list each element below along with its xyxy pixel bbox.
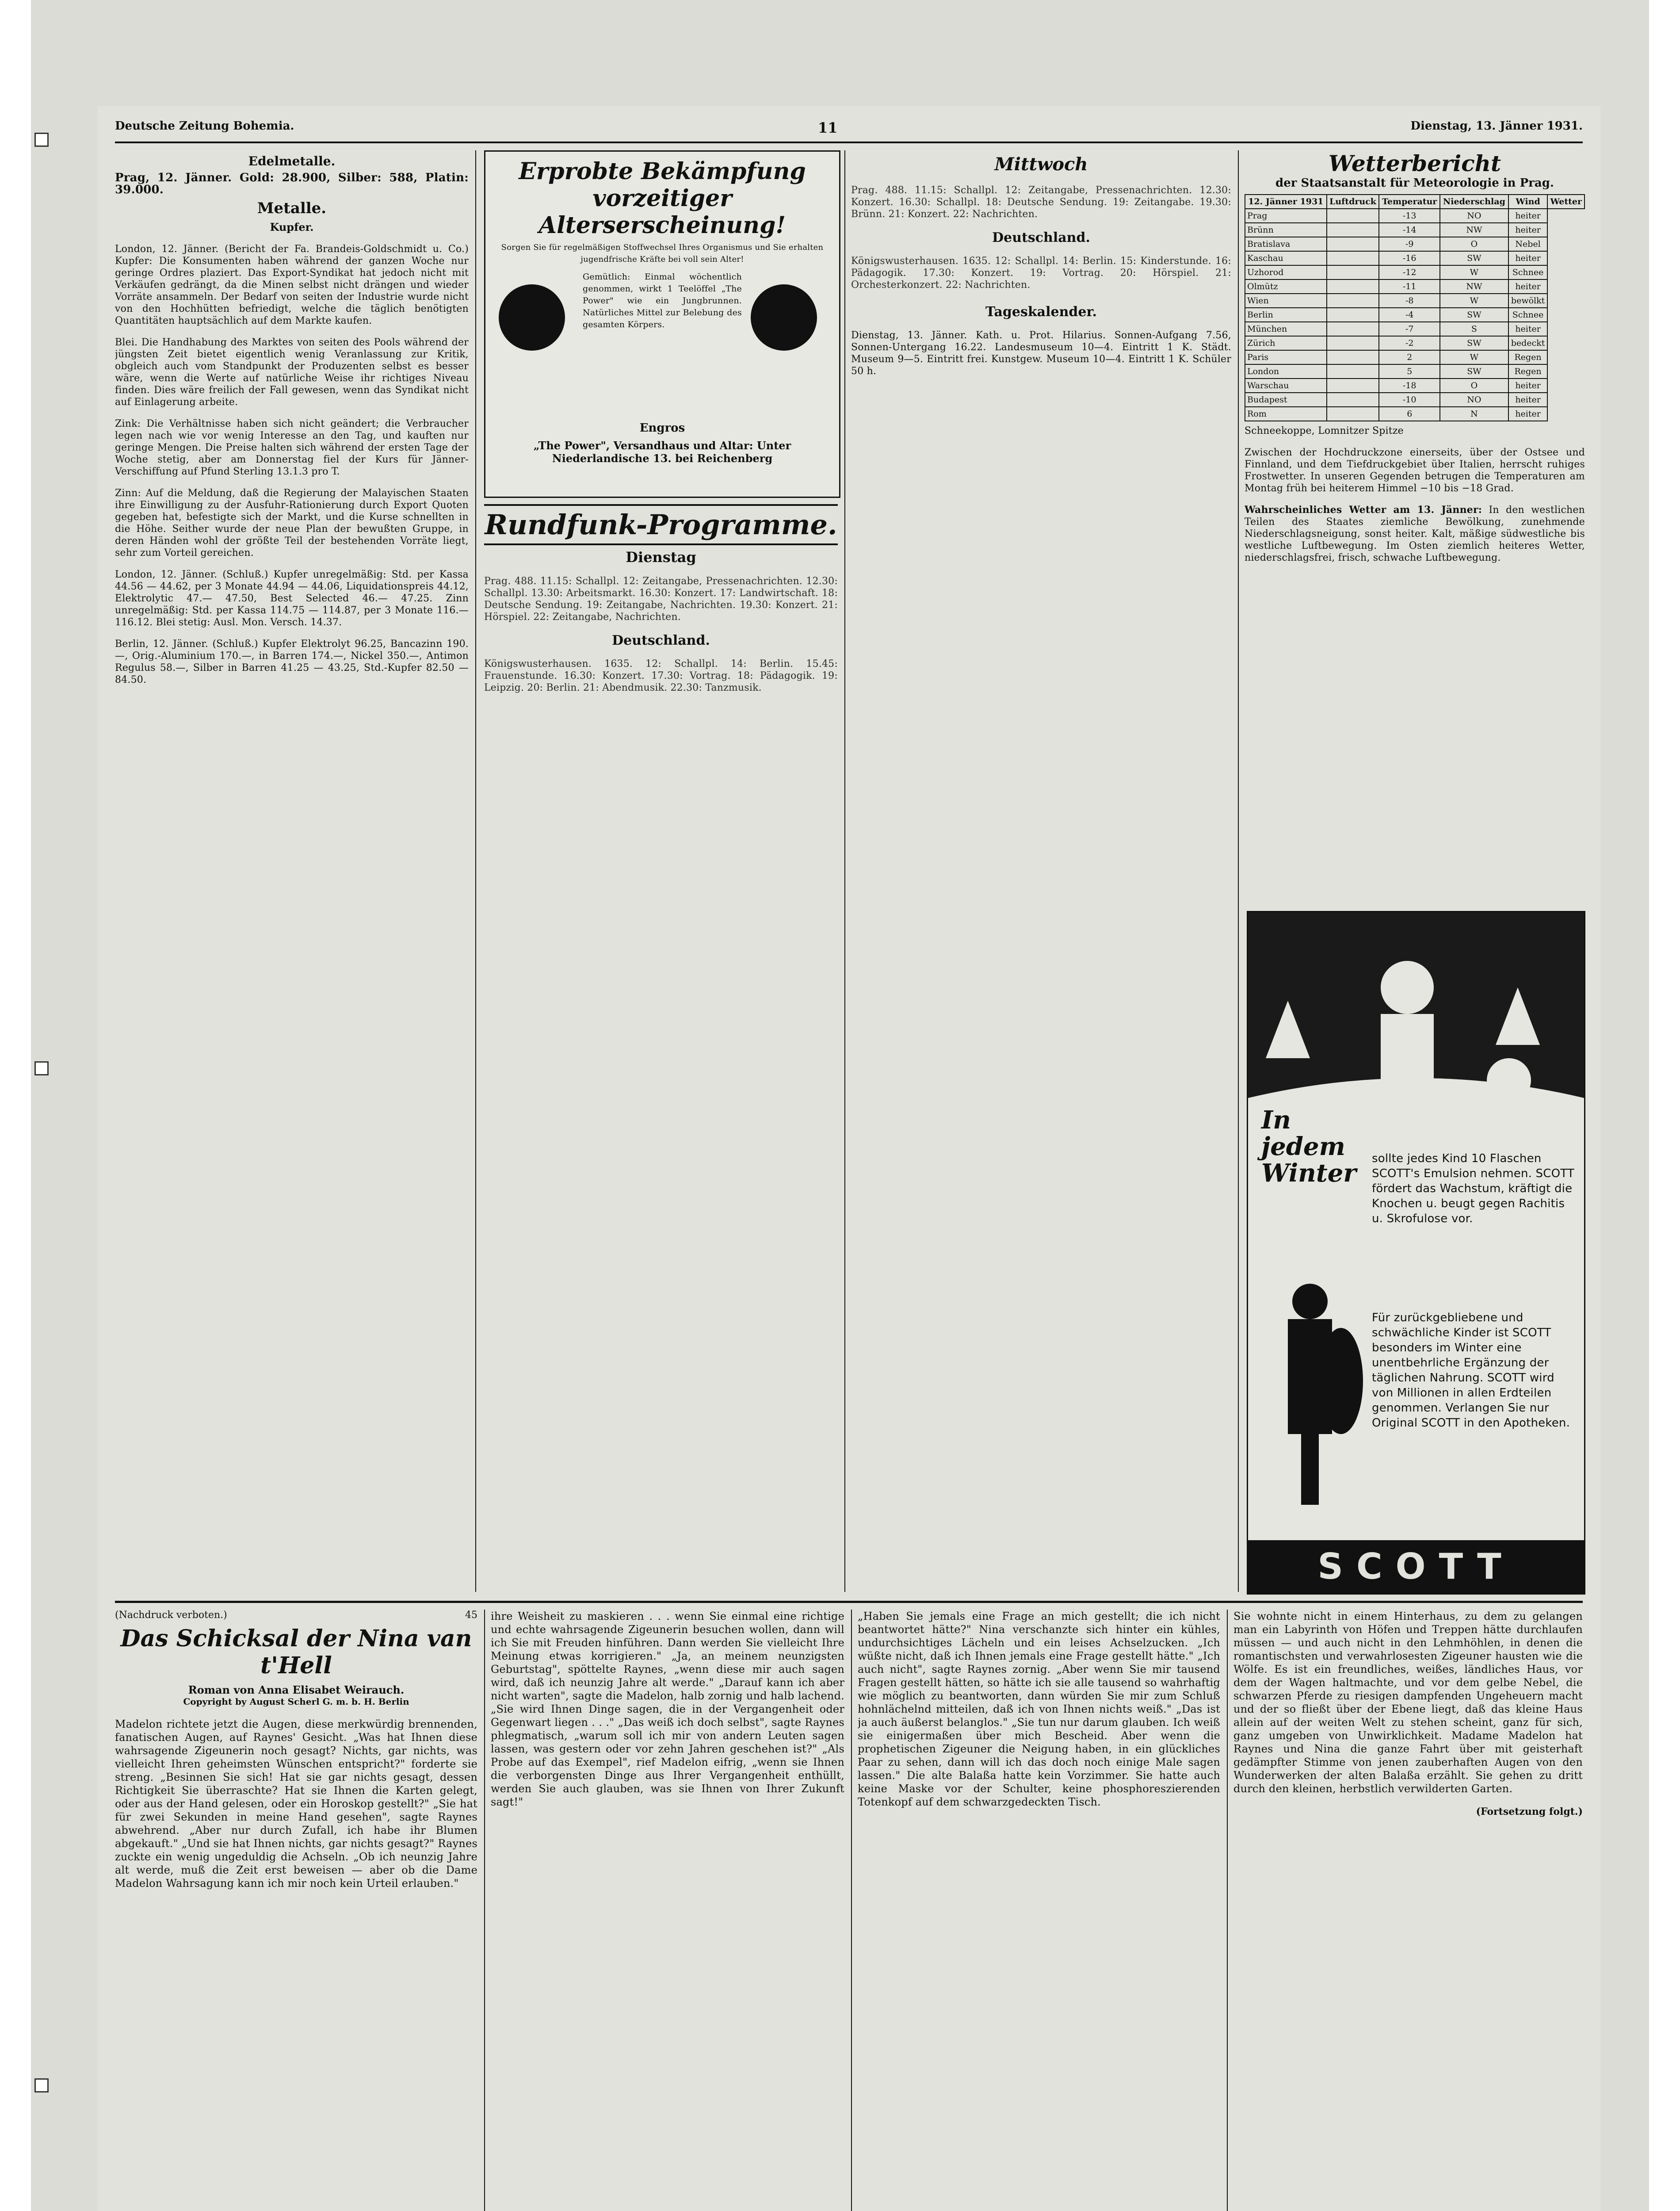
section-divider: [115, 1601, 1583, 1603]
weather-station: Brünn: [1245, 223, 1327, 237]
weather-cell: O: [1440, 237, 1508, 251]
weather-cell: Regen: [1508, 350, 1548, 364]
weather-cell: [1327, 237, 1379, 251]
radio-day-wednesday: Mittwoch: [994, 154, 1088, 175]
weather-station: Rom: [1245, 407, 1327, 421]
weather-cell: O: [1440, 379, 1508, 393]
weather-cell: 2: [1379, 350, 1440, 364]
serial-text-1: Madelon richtete jetzt die Augen, diese merkwürdig brennenden, fanatischen Augen, auf Raynes' Gesicht. „Was hat Ihnen diese wahrsagende Zigeunerin noch gesagt? Nichts, gar nichts, was vielleicht Ihren geheimsten Wünschen entspricht?" forderte sie streng. „Besinnen Sie sich! Hat sie gar nichts gesagt, dessen Richtigkeit Sie überraschte? Hat sie Ihnen die Karten gelegt, oder aus der Hand gelesen, oder ein Horoskop gestellt?" „Sie hat für zwei Sekunden in meine Hand gesehen", sagte Raynes abwehrend. „Aber nur durch Zufall, ich habe ihr Blumen abgekauft." „Und sie hat Ihnen nichts, gar nichts gesagt?" Raynes zuckte ein wenig ungeduldig die Achseln. „Ob ich neunzig Jahre alt werde, muß die Zeit erst beweisen — aber ob die Dame Madelon Wahrsagung kann ich mir noch kein Urteil erlauben.": [115, 1718, 477, 1890]
weather-row: [1245, 237, 1585, 251]
weather-cell: [1327, 294, 1379, 308]
weather-row: [1245, 279, 1585, 294]
metals-report-tin: Zinn: Auf die Meldung, daß die Regierung der Malayischen Staaten ihre Einwilligung zu der Ausfuhr-Rationierung durch Export Quoten gegeben hat, befestigte sich der Markt, und die Kurse schnellten in die Höhe. Seither wurde der neue Plan der bewußten Gruppe, in deren Händen wohl der größte Teil der bestehenden Vorräte liegt, sehr zum Vorteil gereichen.: [115, 488, 469, 558]
weather-cell: [1327, 223, 1379, 237]
weather-date: 12. Jänner 1931: [1245, 195, 1327, 209]
metals-report-copper: London, 12. Jänner. (Bericht der Fa. Brandeis-Goldschmidt u. Co.) Kupfer: Die Konsumenten haben während der ganzen Woche nur geringe Ordres plaziert. Das Export-Syndikat hat jedoch nicht mit Verkäufen gedrängt, da die Minen selbst nicht drängen und wieder Vorräte ansammeln. Der Bedarf von seiten der Industrie wurde nicht von den Hochhütten befriedigt, welche die täglich benötigten Quantitäten hauptsächlich auf dem Markte kaufen.: [115, 244, 469, 326]
serial-col-2: [491, 1610, 844, 2211]
weather-cell: -8: [1379, 294, 1440, 308]
radio-germany-listings: Königswusterhausen. 1635. 12: Schallpl. 14: Berlin. 15.45: Frauenstunde. 16.30: Konzert. 17.30: Vortrag. 18: Pädagogik. 19: Leipzig. 20: Berlin. 21: Abendmusik. 22.30: Tanzmusik.: [484, 658, 838, 693]
weather-cell: -2: [1379, 336, 1440, 350]
scott-headline: In jedem Winter: [1261, 1106, 1356, 1188]
weather-cell: [1327, 379, 1379, 393]
weather-cell: Schnee: [1508, 308, 1548, 322]
metals-berlin-close: Berlin, 12. Jänner. (Schluß.) Kupfer Elektrolyt 96.25, Bancazinn 190.—, Orig.-Aluminium 170.—, in Barren 174.—, Nickel 350.—, Antimon Regulus 58.—, Silber in Barren 41.25 — 43.25, Std.-Kupfer 82.50 — 84.50.: [115, 639, 469, 685]
metals-report-lead: Blei. Die Handhabung des Marktes von seiten des Pools während der jüngsten Zeit bietet eigentlich wenig Veranlassung zur Kritik, obgleich auch vom Standpunkt der Produzenten selbst es besser wäre, wenn die Werte auf natürliche Weise ihr richtiges Niveau finden. Dies wäre freilich der Fall gewesen, wenn das Syndikat nicht auf Einlagerung arbeite.: [115, 337, 469, 408]
weather-cell: 5: [1379, 364, 1440, 379]
power-advertisement: [484, 150, 840, 498]
serial-text-3: „Haben Sie jemals eine Frage an mich gestellt; die ich nicht beantwortet hätte?" Nina verschanzte sich hinter ein kühles, undurchsichtiges Lächeln und ein leises Achselzucken. „Ich wüßte nicht, daß ich Ihnen jemals eine Frage gestellt hätte." „Ich auch nicht", sagte Raynes zornig. „Aber wenn Sie mir tausend Fragen gestellt hätten, so hätte ich sie alle tausend so wahrhaftig wie möglich zu beantworten, dann würden Sie mir zum Schluß hohnlächelnd mitteilen, daß ich von Ihnen nichts weiß." „Das ist ja auch äußerst belanglos." „Sie tun nur darum glauben. Ich weiß sie einigermaßen über mich Bescheid. Aber wenn die prophetischen Zigeuner die Neigung haben, in ein glückliches Paar zu sehen, dann will ich das doch noch einige Male sagen lassen." Die alte Balaßa hatte kein Vorzimmer. Sie hatte auch keine Maske vor der Schulter, keine phosphoreszierenden Totenkopf auf dem schwarzgedeckten Tisch.: [858, 1610, 1220, 1808]
weather-cell: SW: [1440, 251, 1508, 265]
col-niederschlag: Niederschlag: [1440, 195, 1508, 209]
ad-emblem-left: [499, 284, 565, 351]
ad-subline: Sorgen Sie für regelmäßigen Stoffwechsel Ihres Organismus und Sie erhalten jugendfrische Kräfte bei voll sein Alter!: [501, 243, 824, 264]
weather-station: Prag: [1245, 209, 1327, 223]
weather-cell: bewölkt: [1508, 294, 1548, 308]
radio-title: Rundfunk-Programme.: [484, 504, 838, 545]
weather-cell: Schnee: [1508, 265, 1548, 279]
weather-cell: [1327, 265, 1379, 279]
weather-cell: -14: [1379, 223, 1440, 237]
weather-cell: -18: [1379, 379, 1440, 393]
weather-cell: -10: [1379, 393, 1440, 407]
weather-cell: heiter: [1508, 407, 1548, 421]
weather-row: [1245, 364, 1585, 379]
weather-situation: Zwischen der Hochdruckzone einerseits, über der Ostsee und Finnland, und dem Tiefdruckgebiet über Italien, herrscht ruhiges Frostwetter. In unseren Gegenden betrugen die Temperaturen am Montag früh bei heiterem Himmel −10 bis −18 Grad.: [1245, 447, 1585, 494]
serial-copyright: Copyright by August Scherl G. m. b. H. Berlin: [183, 1696, 409, 1707]
tageskalender-text: Dienstag, 13. Jänner. Kath. u. Prot. Hilarius. Sonnen-Aufgang 7.56, Sonnen-Untergang 16.22. Landesmuseum 10—4. Eintritt 1 K. Städt. Museum 9—5. Eintritt frei. Kunstgew. Museum 10—4. Eintritt 1 K. Schüler 50 h.: [851, 330, 1231, 377]
weather-station: Berlin: [1245, 308, 1327, 322]
radio-program-column-2: [851, 150, 1231, 1592]
weather-station: Zürich: [1245, 336, 1327, 350]
serial-col-4: [1233, 1610, 1583, 2211]
weather-cell: NO: [1440, 393, 1508, 407]
col-temperatur: Temperatur: [1379, 195, 1440, 209]
weather-table: [1245, 194, 1585, 421]
weather-cell: W: [1440, 350, 1508, 364]
page-content: [97, 106, 1600, 2211]
ad-engros: Engros: [639, 421, 685, 435]
weather-footer: Schneekoppe, Lomnitzer Spitze: [1245, 425, 1404, 436]
col-luftdruck: Luftdruck: [1327, 195, 1379, 209]
weather-station: Uzhorod: [1245, 265, 1327, 279]
weather-cell: SW: [1440, 308, 1508, 322]
weather-cell: SW: [1440, 364, 1508, 379]
weather-cell: [1327, 364, 1379, 379]
weather-cell: [1327, 308, 1379, 322]
page-number: 11: [818, 119, 838, 136]
kupfer-heading: Kupfer.: [270, 221, 314, 233]
weather-cell: W: [1440, 265, 1508, 279]
serial-text-4: Sie wohnte nicht in einem Hinterhaus, zu dem zu gelangen man ein Labyrinth von Höfen und Treppen hätte durchlaufen müssen — und auch nicht in den Lehmhöhlen, in denen die romantischsten und verwahrlosesten Zigeuner hausten wie die Wölfe. Es ist ein freundliches, weißes, ländliches Haus, vor dem der Wagen haltmachte, und vor dem gelbe Nebel, die schwarzen Pferde zu riesigen dampfenden Ungeheuern macht und der so fließt über der Ebene liegt, daß das kleine Haus allein auf der weiten Welt zu stehen scheint, ganz für sich, ganz umgeben von Unwirklichkeit. Madame Madelon hat Raynes und Nina die ganze Fahrt über mit geisterhaft gedämpfter Stimme von jenen zauberhaften Augen von den Wunderwerken der alten Balaßa erzählt. Sie gehen zu dritt durch den kleinen, herbstlich verwilderten Garten.: [1233, 1610, 1583, 1795]
weather-cell: Nebel: [1508, 237, 1548, 251]
weather-table-header: [1245, 195, 1585, 209]
column-divider: [844, 150, 845, 1592]
issue-date: Dienstag, 13. Jänner 1931.: [1410, 119, 1583, 133]
weather-cell: -13: [1379, 209, 1440, 223]
weather-cell: Regen: [1508, 364, 1548, 379]
radio-day-tuesday: Dienstag: [626, 549, 696, 566]
forecast-heading: Wahrscheinliches Wetter am 13. Jänner:: [1245, 504, 1482, 516]
column-divider: [484, 1610, 485, 2211]
weather-cell: [1327, 336, 1379, 350]
weather-cell: N: [1440, 407, 1508, 421]
weather-cell: heiter: [1508, 322, 1548, 336]
weather-subtitle: der Staatsanstalt für Meteorologie in Prag.: [1275, 176, 1554, 190]
radio-germany-heading-2: Deutschland.: [992, 230, 1090, 245]
ad-footer: „The Power", Versandhaus und Altar: Unter Niederlandische 13. bei Reichenberg: [533, 439, 791, 465]
weather-cell: [1327, 279, 1379, 294]
weather-cell: [1327, 350, 1379, 364]
serial-title: Das Schicksal der Nina van t'Hell: [120, 1625, 472, 1679]
scott-body-2: Für zurückgebliebene und schwächliche Kinder ist SCOTT besonders im Winter eine unentbehrliche Ergänzung der täglichen Nahrung. SCOTT wird von Millionen in allen Erdteilen genommen. Verlangen Sie nur Original SCOTT in den Apotheken.: [1372, 1311, 1570, 1430]
serial-author: Roman von Anna Elisabet Weirauch.: [188, 1683, 405, 1696]
weather-row: [1245, 407, 1585, 421]
edelmetalle-text: Prag, 12. Jänner. Gold: 28.900, Silber: 588, Platin: 39.000.: [115, 171, 469, 196]
binding-hole: [34, 2078, 49, 2092]
weather-cell: [1327, 209, 1379, 223]
binding-hole: [34, 1061, 49, 1075]
weather-row: [1245, 393, 1585, 407]
weather-row: [1245, 209, 1585, 223]
weather-row: [1245, 379, 1585, 393]
reprint-notice: (Nachdruck verboten.): [115, 1610, 227, 1621]
weather-cell: [1327, 322, 1379, 336]
radio-program-column: [484, 504, 838, 1592]
weather-cell: -7: [1379, 322, 1440, 336]
weather-cell: S: [1440, 322, 1508, 336]
weather-cell: -4: [1379, 308, 1440, 322]
serial-col-3: [858, 1610, 1220, 2211]
binding-holes: [34, 0, 61, 2211]
installment-number: 45: [465, 1610, 477, 1621]
scott-body: sollte jedes Kind 10 Flaschen SCOTT's Emulsion nehmen. SCOTT fördert das Wachstum, kräftigt die Knochen u. beugt gegen Rachitis u. Skrofulose vor.: [1372, 1152, 1574, 1225]
weather-cell: W: [1440, 294, 1508, 308]
weather-station: Warschau: [1245, 379, 1327, 393]
weather-cell: heiter: [1508, 393, 1548, 407]
radio-tuesday-listings: Prag. 488. 11.15: Schallpl. 12: Zeitangabe, Pressenachrichten. 12.30: Schallpl. 13.30: Arbeitsmarkt. 16.30: Konzert. 17: Landwirtschaft. 18: Deutsche Sendung. 19: Zeitangabe, Nachrichten. 19.30: Konzert. 21: Hörspiel. 22: Zeitangabe, Nachrichten.: [484, 576, 838, 623]
weather-station: Wien: [1245, 294, 1327, 308]
binding-hole: [34, 133, 49, 147]
column-divider: [851, 1610, 852, 2211]
weather-row: [1245, 223, 1585, 237]
metalle-heading: Metalle.: [257, 199, 327, 217]
weather-station: Bratislava: [1245, 237, 1327, 251]
radio-germany-listings-2: Königswusterhausen. 1635. 12: Schallpl. 14: Berlin. 15: Kinderstunde. 16: Pädagogik. 17.30: Konzert. 19: Vortrag. 20: Hörspiel. 21: Orchesterkonzert. 22: Nachrichten.: [851, 256, 1231, 291]
weather-cell: heiter: [1508, 279, 1548, 294]
weather-cell: heiter: [1508, 379, 1548, 393]
ad-headline-2: vorzeitiger Alterserscheinung!: [538, 185, 786, 239]
masthead-left: Deutsche Zeitung Bohemia.: [115, 119, 294, 133]
weather-station: London: [1245, 364, 1327, 379]
radio-wednesday-listings: Prag. 488. 11.15: Schallpl. 12: Zeitangabe, Pressenachrichten. 12.30: Konzert. 16.30: Schallpl. 18: Deutsche Sendung. 19: Zeitangabe. 19.30: Brünn. 21: Konzert. 22: Nachrichten.: [851, 185, 1231, 220]
ad-emblem-right: [751, 284, 817, 351]
weather-cell: bedeckt: [1508, 336, 1548, 350]
weather-cell: NW: [1440, 279, 1508, 294]
column-divider: [475, 150, 476, 1592]
ad-body: Gemütlich: Einmal wöchentlich genommen, wirkt 1 Teelöffel „The Power" wie ein Jungbrunnen. Natürliches Mittel zur Belebung des gesamten Körpers.: [583, 272, 742, 329]
serial-col-1: [115, 1610, 477, 2211]
weather-cell: heiter: [1508, 251, 1548, 265]
metals-london-close: London, 12. Jänner. (Schluß.) Kupfer unregelmäßig: Std. per Kassa 44.56 — 44.62, per 3 Monate 44.94 — 44.06, Liquidationspreis 44.12, Elektrolytic 47.— 47.50, Best Selected 46.— 47.25. Zinn unregelmäßig: Std. per Kassa 114.75 — 114.87, per 3 Monate 116.— 116.12. Blei stetig: Ausl. Mon. Versch. 14.37.: [115, 569, 469, 628]
scott-brand-bar: SCOTT: [1248, 1540, 1584, 1593]
tageskalender-heading: Tageskalender.: [985, 304, 1097, 320]
weather-cell: -16: [1379, 251, 1440, 265]
weather-cell: 6: [1379, 407, 1440, 421]
weather-cell: [1327, 251, 1379, 265]
weather-row: [1245, 336, 1585, 350]
col-wind: Wind: [1508, 195, 1548, 209]
weather-cell: [1327, 393, 1379, 407]
metals-column: [115, 150, 469, 1596]
weather-report: [1245, 150, 1585, 902]
weather-cell: -12: [1379, 265, 1440, 279]
weather-station: Paris: [1245, 350, 1327, 364]
weather-cell: -11: [1379, 279, 1440, 294]
edelmetalle-heading: Edelmetalle.: [248, 154, 336, 168]
weather-title: Wetterbericht: [1328, 150, 1501, 176]
weather-row: [1245, 308, 1585, 322]
weather-station: Budapest: [1245, 393, 1327, 407]
weather-cell: -9: [1379, 237, 1440, 251]
ad-headline-1: Erprobte Bekämpfung: [519, 158, 806, 185]
weather-row: [1245, 251, 1585, 265]
column-divider: [1227, 1610, 1228, 2211]
weather-cell: SW: [1440, 336, 1508, 350]
weather-station: Kaschau: [1245, 251, 1327, 265]
forecast-text: In den westlichen Teilen des Staates ziemliche Bewölkung, zunehmende Niederschlagsneigung, sonst heiter. Kalt, mäßige südwestliche bis westliche Luftbewegung. Im Osten ziemlich heiteres Wetter, niederschlagsfrei, frisch, schwache Luftbewegung.: [1245, 505, 1585, 563]
weather-row: [1245, 294, 1585, 308]
weather-cell: NW: [1440, 223, 1508, 237]
weather-station: Olmütz: [1245, 279, 1327, 294]
header-rule: [115, 142, 1583, 143]
serial-text-2: ihre Weisheit zu maskieren . . . wenn Sie einmal eine richtige und echte wahrsagende Zigeunerin besuchen wollen, dann will ich Sie mit Freuden hinführen. Dann werden Sie vielleicht Ihre Meinung etwas korrigieren." „Ja, an meinem neunzigsten Geburtstag", spöttelte Raynes, „wenn diese mir auch sagen wird, daß ich neunzig Jahre alt werde." „Darauf kann ich aber nicht warten", sagte die Madelon, halb zornig und halb lachend. „Sie wird Ihnen Dinge sagen, die in der Vergangenheit oder Gegenwart liegen . . ." „Das weiß ich doch selbst", sagte Raynes phlegmatisch, „warum soll ich mir von andern Leuten sagen lassen, was gestern oder vor zehn Jahren geschehen ist?" „Als Probe auf das Exempel", rief Madelon eifrig, „wenn sie Ihnen die verborgensten Dinge aus Ihrer Vergangenheit enthüllt, werden Sie auch glauben, was sie Ihnen von Ihrer Zukunft sagt!": [491, 1610, 844, 1808]
radio-germany-heading: Deutschland.: [612, 633, 710, 648]
col-wetter: Wetter: [1547, 195, 1585, 209]
weather-cell: NO: [1440, 209, 1508, 223]
weather-station: München: [1245, 322, 1327, 336]
weather-row: [1245, 322, 1585, 336]
weather-row: [1245, 350, 1585, 364]
newspaper-page: [31, 0, 1649, 2211]
metals-report-zinc: Zink: Die Verhältnisse haben sich nicht geändert; die Verbraucher legen nach wie vor wenig Interesse an den Tag, und kauften nur geringe Mengen. Die Preise halten sich während der ersten Tage der Woche stetig, aber am Donnerstag fiel der Kurs für Jänner-Verschiffung auf Pfund Sterling 13.1.3 pro T.: [115, 418, 469, 477]
weather-cell: heiter: [1508, 223, 1548, 237]
weather-cell: heiter: [1508, 209, 1548, 223]
weather-row: [1245, 265, 1585, 279]
column-divider: [1238, 150, 1239, 1592]
fisherman-logo: [1257, 1275, 1363, 1522]
weather-cell: [1327, 407, 1379, 421]
serial-continued: (Fortsetzung folgt.): [1476, 1806, 1583, 1817]
scott-advertisement: [1247, 911, 1585, 1595]
